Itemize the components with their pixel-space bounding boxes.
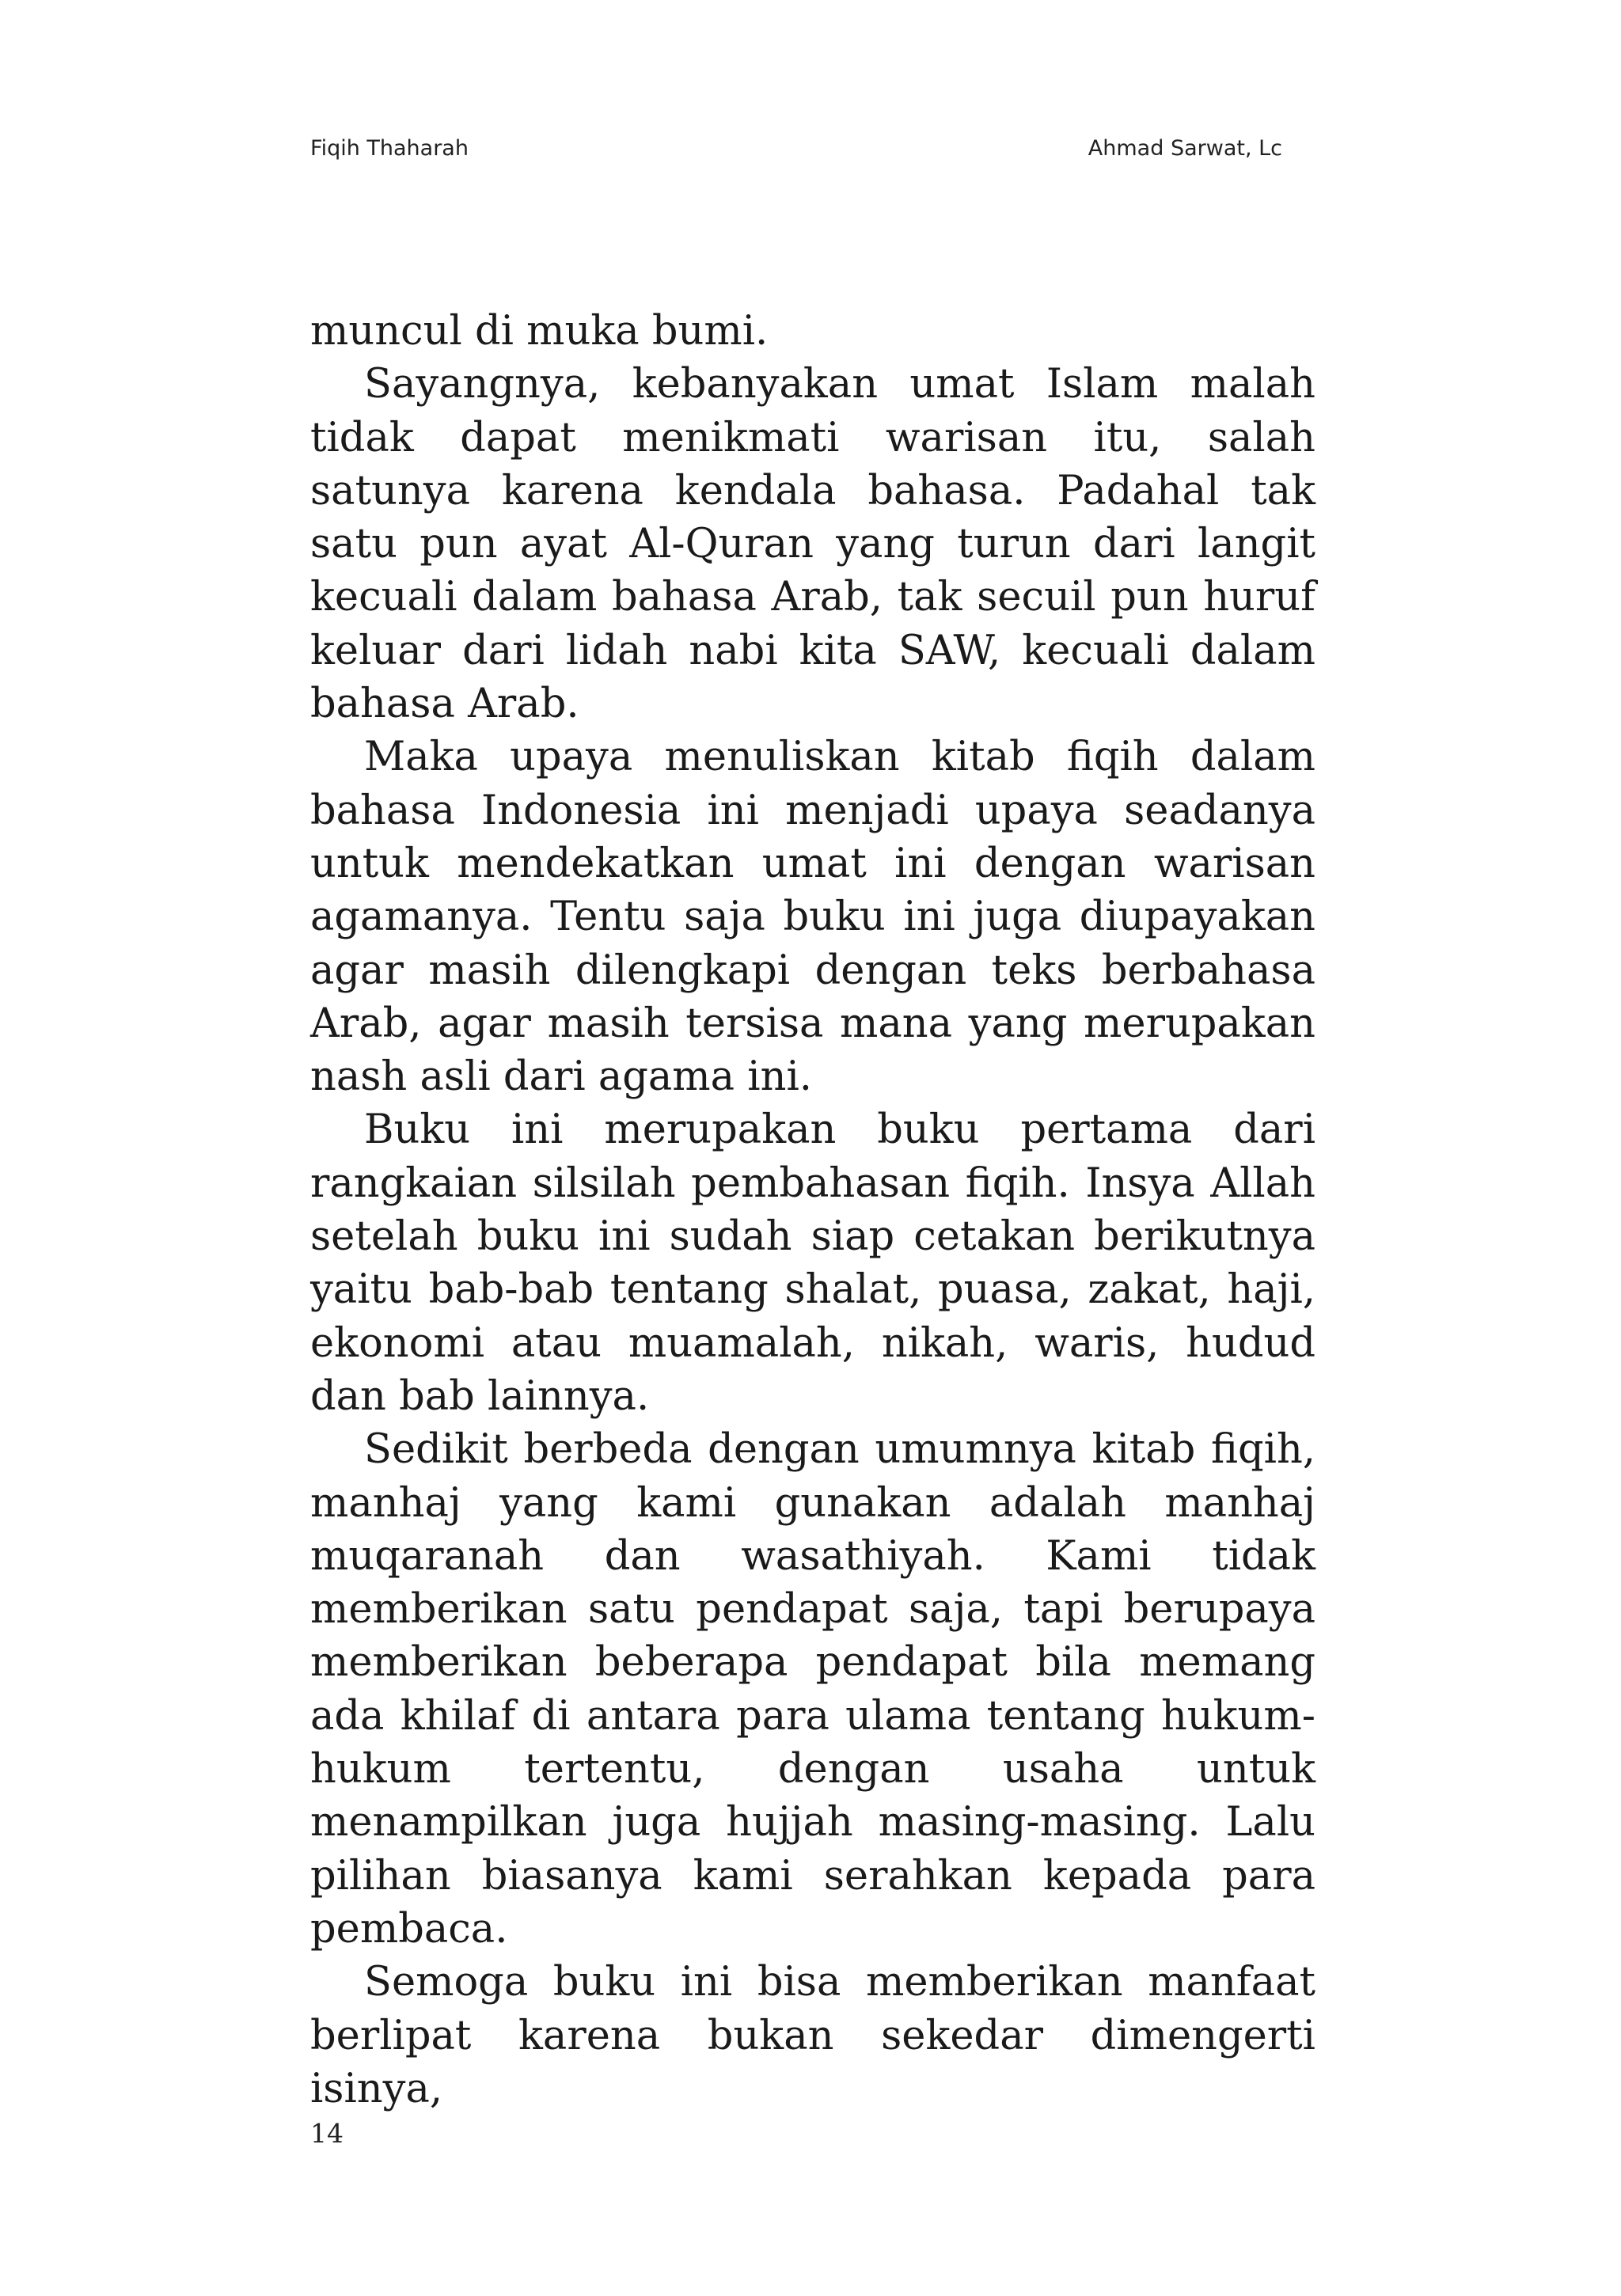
running-header bbox=[310, 136, 1282, 168]
body-text bbox=[310, 305, 1315, 2116]
paragraph: Buku ini merupakan buku pertama dari rangkaian silsilah pembahasan fiqih. Insya Allah setelah buku ini sudah siap cetakan berikutnya yaitu bab-bab tentang shalat, puasa, zakat, haji, ekonomi atau muamalah, nikah, waris, hudud dan bab lainnya. bbox=[310, 1106, 1315, 1420]
paragraph: Maka upaya menuliskan kitab fiqih dalam bahasa Indonesia ini menjadi upaya seadanya untuk mendekatkan umat ini dengan warisan agamanya. Tentu saja buku ini juga diupayakan agar masih dilengkapi dengan teks berbahasa Arab, agar masih tersisa mana yang merupakan nash asli dari agama ini. bbox=[310, 734, 1315, 1101]
page-number: 14 bbox=[310, 2118, 344, 2149]
header-book-title: Fiqih Thaharah bbox=[310, 136, 469, 161]
paragraph: Semoga buku ini bisa memberikan manfaat berlipat karena bukan sekedar dimengerti isinya, bbox=[310, 1959, 1315, 2112]
paragraph: Sayangnya, kebanyakan umat Islam malah tidak dapat menikmati warisan itu, salah satunya karena kendala bahasa. Padahal tak satu pun ayat Al-Quran yang turun dari langit kecuali dalam bahasa Arab, tak secuil pun huruf keluar dari lidah nabi kita SAW, kecuali dalam bahasa Arab. bbox=[310, 361, 1315, 728]
header-author: Ahmad Sarwat, Lc bbox=[1088, 136, 1282, 161]
paragraph-continuation: muncul di muka bumi. bbox=[310, 308, 769, 355]
paragraph: Sedikit berbeda dengan umumnya kitab fiqih, manhaj yang kami gunakan adalah manhaj muqaranah dan wasathiyah. Kami tidak memberikan satu pendapat saja, tapi berupaya memberikan beberapa pendapat bila memang ada khilaf di antara para ulama tentang hukum-hukum tertentu, dengan usaha untuk menampilkan juga hujjah masing-masing. Lalu pilihan biasanya kami serahkan kepada para pembaca. bbox=[310, 1426, 1315, 1953]
